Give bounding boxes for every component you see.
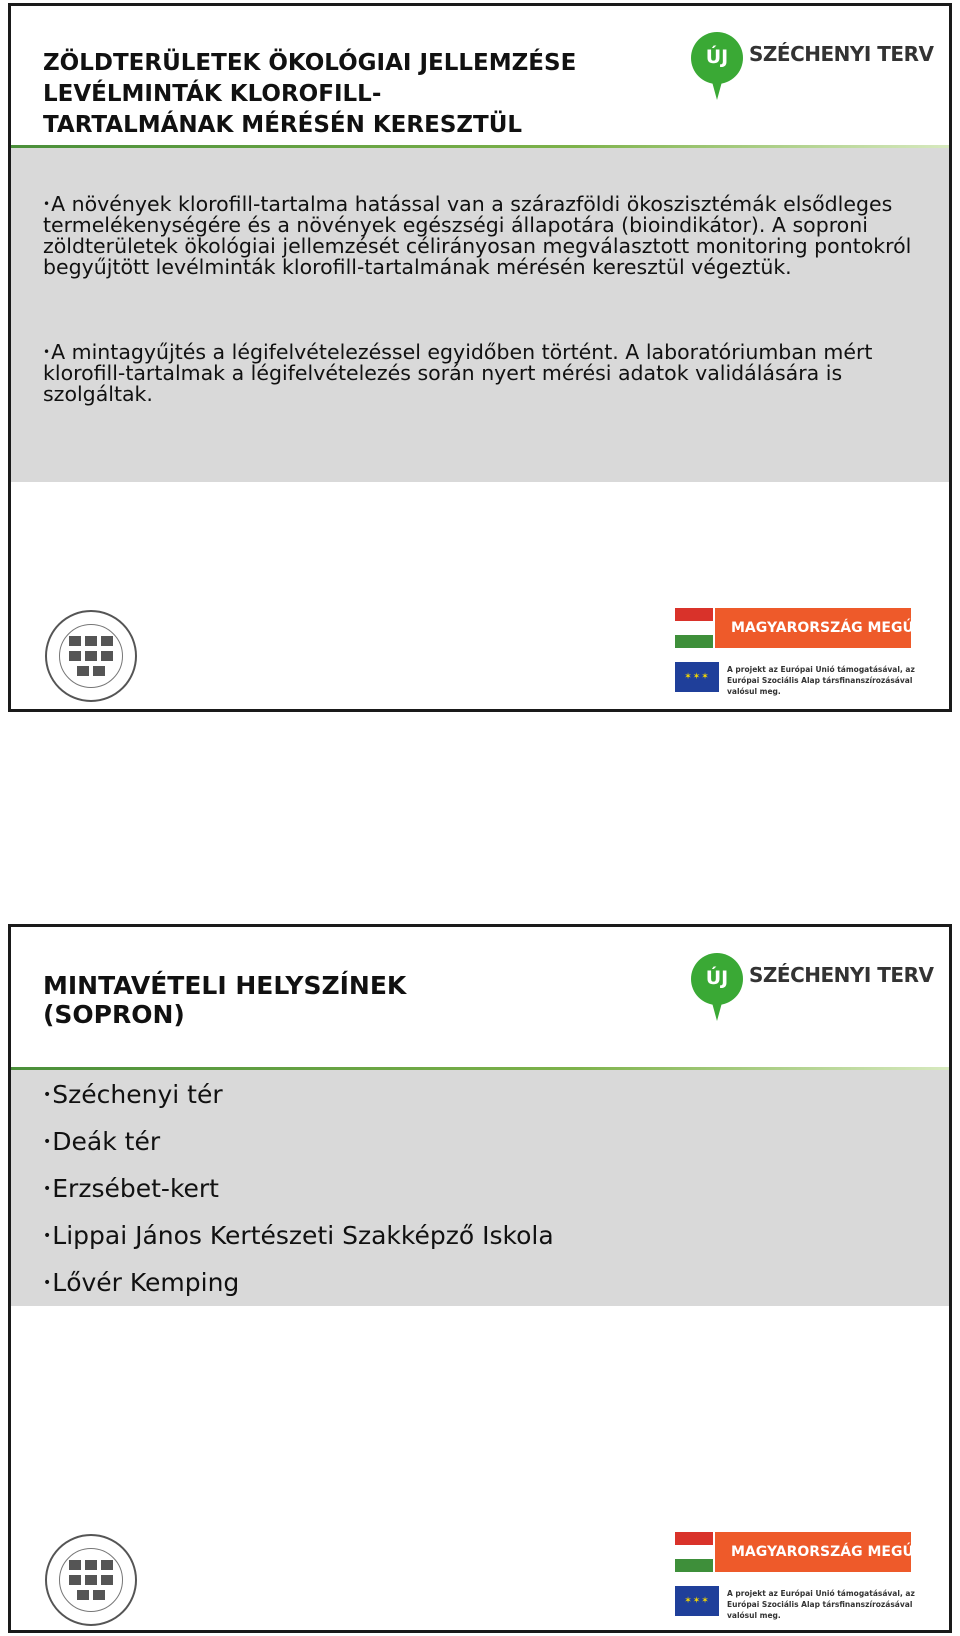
logo-name-text: SZÉCHENYI TERV <box>749 42 934 66</box>
map-pin-icon <box>691 953 743 1005</box>
title-line: TARTALMÁNAK MÉRÉSÉN KERESZTÜL <box>43 112 523 138</box>
list-item <box>43 1221 554 1268</box>
eu-flag-icon: ✶✶✶ <box>675 662 719 692</box>
paragraph-text: A növények klorofill-tartalma hatással van a szárazföldi ökoszisztémák elsődleges termelékenységére és a növények egészségi állapotára (bioindikátor). A soproni zöldterületek ökológiai jellemzését célirányosan megválasztott monitoring pontokról begyűjtött levélminták klorofill-tartalmának mérésén keresztül végeztük. <box>43 192 912 279</box>
megujul-banner: MAGYARORSZÁG MEGÚJUL <box>715 1532 911 1572</box>
slide-1 <box>8 3 952 712</box>
logo-name-text: SZÉCHENYI TERV <box>749 963 934 987</box>
university-seal-logo <box>45 610 137 702</box>
location-list <box>43 1080 554 1315</box>
slide-title <box>43 971 643 1029</box>
bullet-icon: • <box>43 1181 52 1197</box>
szechenyi-terv-logo <box>679 953 945 1029</box>
logo-uj-text: ÚJ <box>705 46 729 68</box>
paragraph <box>43 194 923 278</box>
bullet-icon: • <box>43 1134 52 1150</box>
eu-flag-icon: ✶✶✶ <box>675 1586 719 1616</box>
slide-title <box>43 48 643 141</box>
magyarorszag-megujul-logo <box>675 608 949 698</box>
slide-header <box>11 6 949 148</box>
map-pin-icon <box>691 32 743 84</box>
title-line: MINTAVÉTELI HELYSZÍNEK <box>43 971 407 1000</box>
eu-funding-text: A projekt az Európai Unió támogatásával, az Európai Szociális Alap társfinanszírozásával valósul meg. <box>727 1589 915 1620</box>
location-name: Lővér Kemping <box>52 1268 240 1297</box>
slide-header <box>11 927 949 1069</box>
location-name: Deák tér <box>52 1127 161 1156</box>
bullet-icon: • <box>43 1275 52 1291</box>
title-line: LEVÉLMINTÁK KLOROFILL- <box>43 81 382 107</box>
location-name: Széchenyi tér <box>52 1080 223 1109</box>
magyarorszag-megujul-logo <box>675 1532 949 1622</box>
title-line: (SOPRON) <box>43 1000 185 1029</box>
logo-uj-text: ÚJ <box>705 967 729 989</box>
szechenyi-terv-logo <box>679 32 945 108</box>
paragraph-text: A mintagyűjtés a légifelvételezéssel egyidőben történt. A laboratóriumban mért klorofill-tartalmak a légifelvételezés során nyert mérési adatok validálására is szolgáltak. <box>43 340 873 406</box>
eu-funding-text: A projekt az Európai Unió támogatásával, az Európai Szociális Alap társfinanszírozásával valósul meg. <box>727 665 915 696</box>
hungarian-flag-icon <box>675 608 713 648</box>
list-item <box>43 1127 554 1174</box>
bullet-icon: • <box>43 197 51 211</box>
paragraph <box>43 342 923 405</box>
bullet-icon: • <box>43 1228 52 1244</box>
location-name: Lippai János Kertészeti Szakképző Iskola <box>52 1221 554 1250</box>
university-seal-logo <box>45 1534 137 1626</box>
content-area <box>11 1070 949 1306</box>
title-line: ZÖLDTERÜLETEK ÖKOLÓGIAI JELLEMZÉSE <box>43 50 577 76</box>
bullet-icon: • <box>43 1087 52 1103</box>
list-item <box>43 1080 554 1127</box>
seal-emblem-icon <box>69 1560 113 1600</box>
seal-emblem-icon <box>69 636 113 676</box>
content-area <box>11 148 949 482</box>
bullet-icon: • <box>43 345 51 359</box>
megujul-banner: MAGYARORSZÁG MEGÚJUL <box>715 608 911 648</box>
location-name: Erzsébet-kert <box>52 1174 219 1203</box>
hungarian-flag-icon <box>675 1532 713 1572</box>
list-item <box>43 1174 554 1221</box>
slide-2 <box>8 924 952 1633</box>
list-item <box>43 1268 554 1315</box>
